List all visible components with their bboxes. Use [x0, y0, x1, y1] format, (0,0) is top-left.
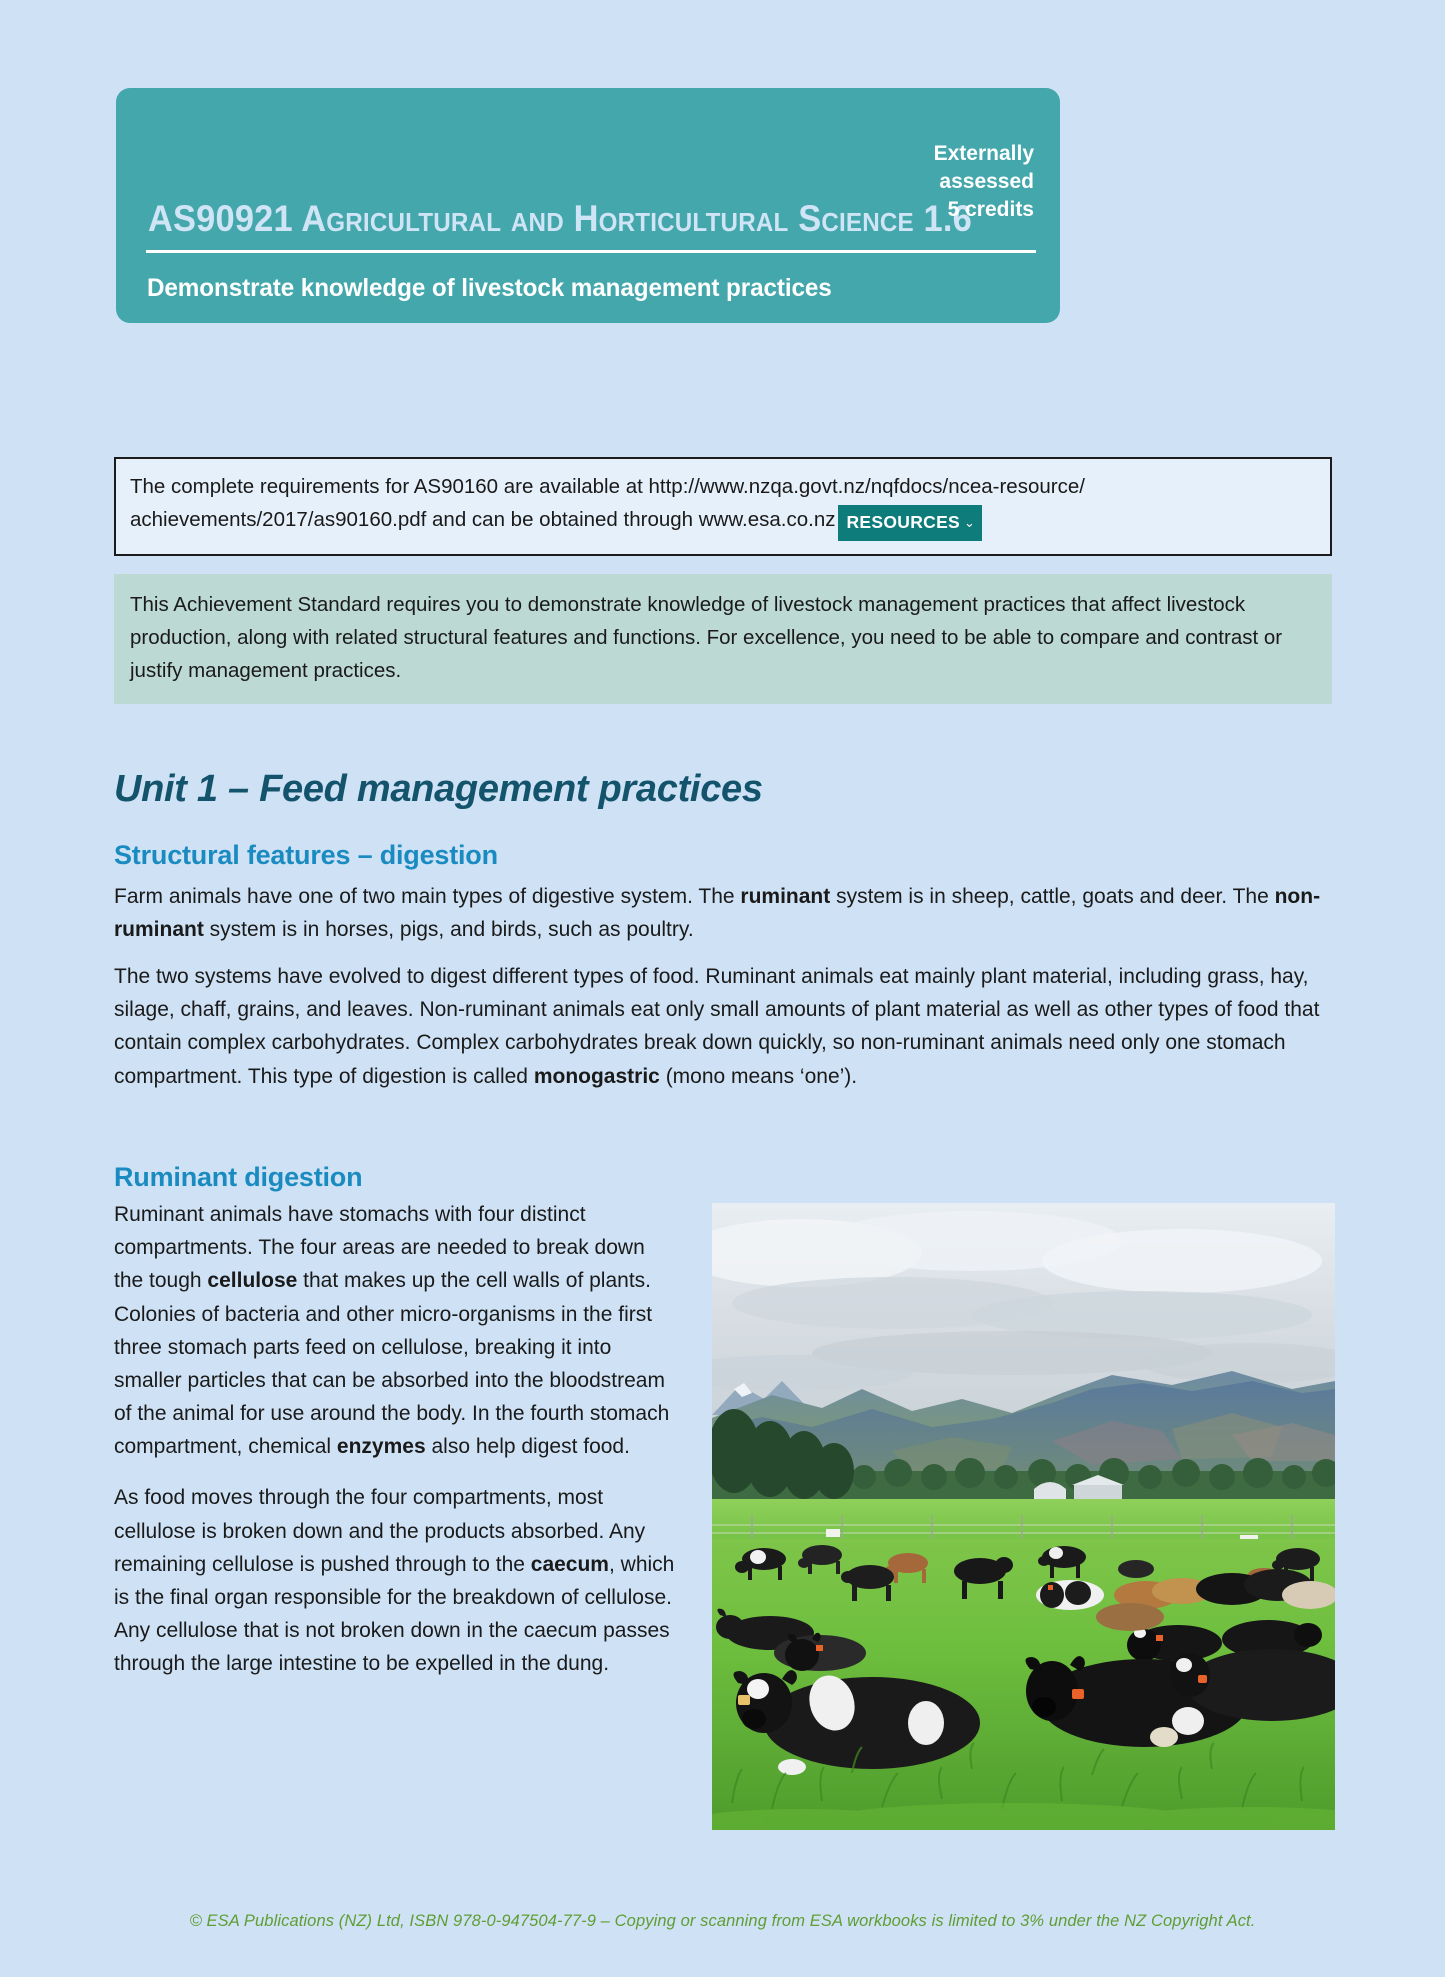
cattle-pasture-photo	[712, 1203, 1335, 1830]
cattle-pasture-illustration	[712, 1203, 1335, 1830]
para1-part-a: Farm animals have one of two main types of digestive system. The	[114, 885, 741, 908]
assessment-line-1: Externally	[933, 142, 1034, 165]
paragraph-caecum	[114, 1481, 679, 1680]
rpara1-part-a: Ruminant animals have stomachs with four distinct compartments. The four areas are needed to break down the tough	[114, 1203, 645, 1293]
achievement-standard-text: This Achievement Standard requires you to demonstrate knowledge of livestock management practices that affect livestock production, along with related structural features and functions. For excellence, you need to be able to compare and contrast or justify management practices.	[130, 593, 1283, 683]
resources-badge-label: RESOURCES	[846, 512, 961, 533]
term-ruminant: ruminant	[740, 885, 831, 908]
paragraph-digestive-systems	[114, 880, 1339, 946]
para2-part-a: The two systems have evolved to digest different types of food. Ruminant animals eat mainly plant material, including grass, hay, silage, chaff, grains, and leaves. Non-ruminant animals eat only small amounts of plant material as well as other types of food that contain complex carbohydrates. Complex carbohydrates break down quickly, so non-ruminant animals need only one stomach compartment. This type of digestion is called	[114, 965, 1320, 1088]
standard-subtitle: Demonstrate knowledge of livestock management practices	[147, 274, 832, 302]
term-non-ruminant: non-ruminant	[114, 885, 1321, 942]
copyright-footer: © ESA Publications (NZ) Ltd, ISBN 978-0-947504-77-9 – Copying or scanning from ESA workbooks is limited to 3% under the NZ Copyright Act.	[189, 1912, 1256, 1930]
rpara2-part-b: , which is the final organ responsible for the breakdown of cellulose. Any cellulose that is not broken down in the caecum passes through the large intestine to be expelled in the dung.	[114, 1552, 675, 1676]
term-monogastric: monogastric	[533, 1064, 660, 1088]
section-heading-structural-features: Structural features – digestion	[114, 840, 498, 870]
para1-part-b: system is in sheep, cattle, goats and deer. The	[830, 885, 1275, 908]
paragraph-ruminant-stomachs	[114, 1198, 679, 1463]
requirements-box	[114, 457, 1332, 556]
chevron-down-icon: ⌄	[964, 515, 976, 531]
assessment-info	[874, 140, 1034, 224]
requirements-text: The complete requirements for AS90160 are available at http://www.nzqa.govt.nz/nqfdocs/ncea-resource/ achievements/2017/as90160.pdf and can be obtained through www.esa.co.nz	[130, 475, 1085, 532]
achievement-standard-box	[114, 574, 1332, 704]
header-top-row	[116, 88, 1060, 246]
assessment-credits: 5 credits	[947, 197, 1034, 221]
rpara1-part-b: that makes up the cell walls of plants. Colonies of bacteria and other micro-organisms in the first three stomach parts feed on cellulose, breaking it into smaller particles that can be absorbed into the bloodstream of the animal for use around the body. In the fourth stomach compartment, chemical	[114, 1269, 670, 1459]
paragraph-food-types	[114, 960, 1336, 1093]
rpara2-part-a: As food moves through the four compartments, most cellulose is broken down and the products absorbed. Any remaining cellulose is pushed through to the	[114, 1486, 646, 1576]
ruminant-digestion-column	[114, 1198, 679, 1698]
header-divider	[146, 250, 1036, 253]
para1-part-c: system is in horses, pigs, and birds, such as poultry.	[203, 918, 694, 942]
unit-heading: Unit 1 – Feed management practices	[114, 768, 763, 810]
term-enzymes: enzymes	[336, 1435, 426, 1459]
header-banner	[116, 88, 1060, 323]
term-cellulose: cellulose	[207, 1269, 298, 1293]
rpara1-part-c: also help digest food.	[425, 1435, 630, 1459]
resources-badge[interactable]	[838, 505, 982, 540]
term-caecum: caecum	[530, 1552, 609, 1576]
section-heading-ruminant-digestion: Ruminant digestion	[114, 1162, 363, 1192]
assessment-line-2: assessed	[939, 169, 1034, 193]
page-title: AS90921 Agricultural and Horticultural Science 1.6	[148, 198, 972, 239]
para2-part-b: (mono means ‘one’).	[659, 1064, 858, 1088]
